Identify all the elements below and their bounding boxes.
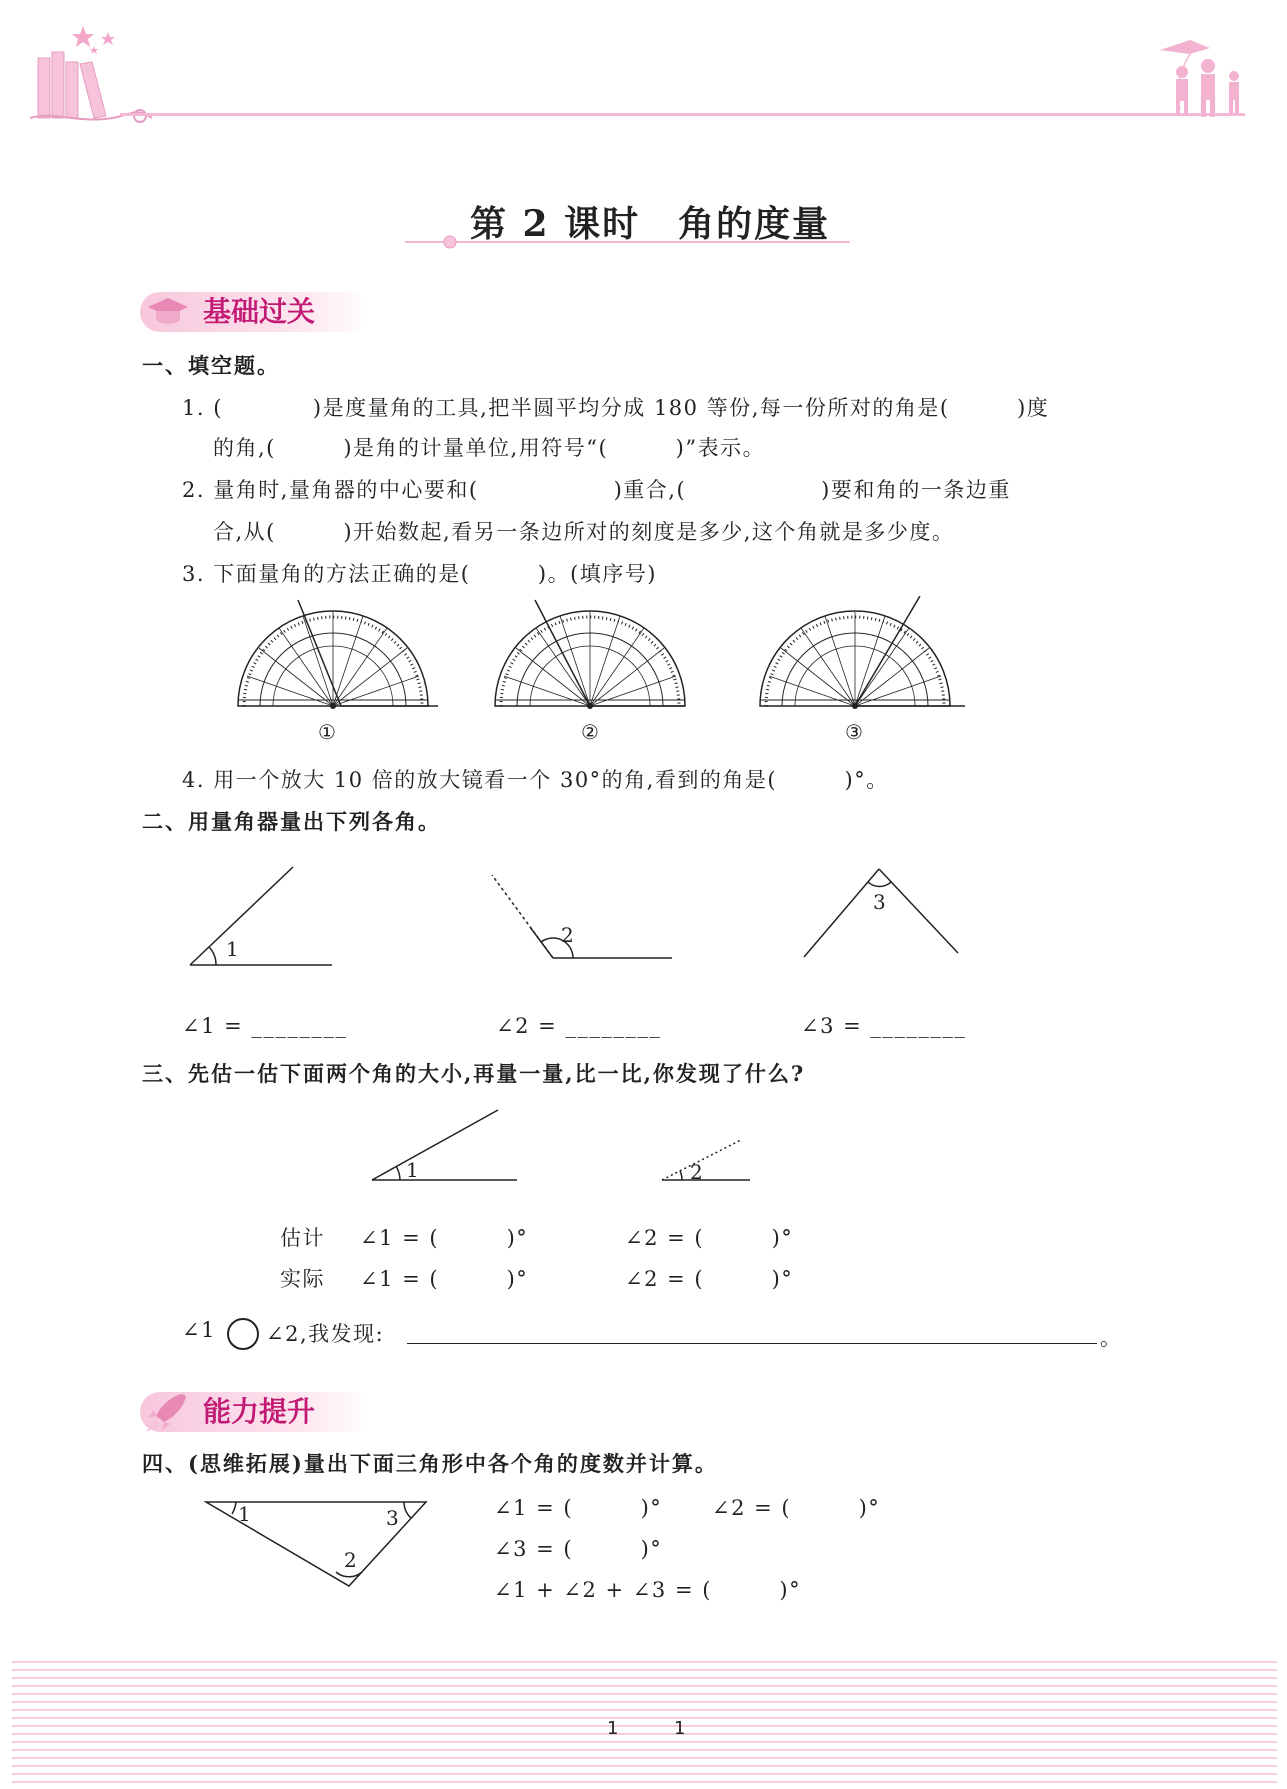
- q4-answer-angle-3: ∠3 = ( )°: [494, 1537, 663, 1561]
- q3-estimate-label: 估计: [280, 1226, 325, 1250]
- page-title: 第 2 课时 角的度量: [470, 203, 831, 245]
- q4-triangle-figure: [200, 1490, 440, 1600]
- q2-angle-label-2: 2: [561, 923, 574, 947]
- section-title-basic: 基础过关: [203, 295, 316, 328]
- books-stars-decoration: [28, 18, 158, 128]
- protractor-label-3: ③: [845, 720, 863, 744]
- q1-heading: 一、填空题。: [142, 353, 280, 378]
- rocket-icon: [144, 1390, 192, 1434]
- kids-kite-silhouette: [1160, 30, 1260, 120]
- q4-answer-angle-1: ∠1 = ( )°: [494, 1496, 663, 1520]
- q4-heading: 四、(思维拓展)量出下面三角形中各个角的度数并计算。: [142, 1451, 718, 1476]
- q4-answer-sum: ∠1 + ∠2 + ∠3 = ( )°: [494, 1578, 802, 1602]
- q4-answer-angle-2: ∠2 = ( )°: [712, 1496, 881, 1520]
- q2-heading: 二、用量角器量出下列各角。: [142, 809, 441, 834]
- q3-compare-left: ∠1: [182, 1318, 216, 1342]
- q2-answer-2: ∠2 = ________: [496, 1014, 662, 1038]
- q3-estimate-angle-1: ∠1 = ( )°: [360, 1226, 529, 1250]
- q1-item1-line2: 的角,( )是角的计量单位,用符号“( )”表示。: [213, 436, 766, 460]
- q2-angle-figures: [180, 855, 980, 1005]
- q3-angle-label-1: 1: [406, 1158, 419, 1182]
- footer-band: [12, 1655, 1277, 1789]
- title-underline: [405, 235, 855, 249]
- q3-angle-label-2: 2: [690, 1160, 703, 1184]
- q1-item2-line1: 2. 量角时,量角器的中心要和( )重合,( )要和角的一条边重: [182, 478, 1011, 502]
- section-title-advanced: 能力提升: [203, 1395, 316, 1428]
- q3-compare-prompt: ∠2,我发现:: [266, 1322, 385, 1346]
- q4-angle-label-3: 3: [386, 1506, 399, 1530]
- q3-answer-line[interactable]: [407, 1343, 1097, 1344]
- q3-estimate-angle-2: ∠2 = ( )°: [625, 1226, 794, 1250]
- q3-heading: 三、先估一估下面两个角的大小,再量一量,比一比,你发现了什么?: [142, 1061, 806, 1086]
- q2-angle-label-3: 3: [873, 890, 886, 914]
- q1-item1-line1: 1. ( )是度量角的工具,把半圆平均分成 180 等份,每一份所对的角是( )度: [182, 396, 1050, 420]
- protractor-label-2: ②: [581, 720, 599, 744]
- page-number-digit-1: 1: [607, 1718, 619, 1739]
- q4-angle-label-1: 1: [238, 1502, 251, 1526]
- q2-answer-1: ∠1 = ________: [182, 1014, 348, 1038]
- q3-actual-angle-2: ∠2 = ( )°: [625, 1267, 794, 1291]
- compare-circle[interactable]: [227, 1318, 259, 1350]
- q3-angle-figures: [360, 1100, 780, 1190]
- q1-item4: 4. 用一个放大 10 倍的放大镜看一个 30°的角,看到的角是( )°。: [182, 768, 889, 792]
- q4-angle-label-2: 2: [344, 1548, 357, 1572]
- header-rule: [120, 113, 1245, 116]
- q3-actual-label: 实际: [280, 1267, 325, 1291]
- page-number-digit-2: 1: [674, 1718, 686, 1739]
- q3-compare-end: 。: [1100, 1326, 1123, 1350]
- graduation-cap-icon: [146, 292, 190, 332]
- q1-item2-line2: 合,从( )开始数起,看另一条边所对的刻度是多少,这个角就是多少度。: [213, 520, 955, 544]
- q2-answer-3: ∠3 = ________: [801, 1014, 967, 1038]
- q1-item3: 3. 下面量角的方法正确的是( )。(填序号): [182, 562, 657, 586]
- q3-actual-angle-1: ∠1 = ( )°: [360, 1267, 529, 1291]
- protractor-label-1: ①: [318, 720, 336, 744]
- q2-angle-label-1: 1: [226, 937, 239, 961]
- protractor-figures: [230, 596, 980, 736]
